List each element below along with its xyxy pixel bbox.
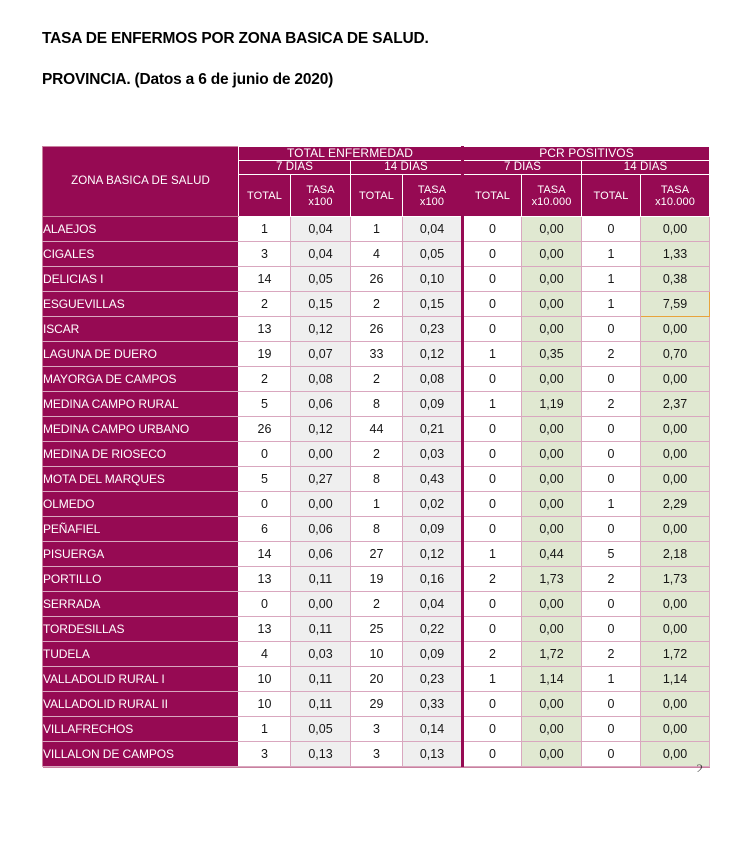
column-header-pcr14-tasa [641,175,710,217]
cell-pcr7-total: 0 [463,217,522,242]
cell-pcr14-tasa: 0,00 [641,467,710,492]
tasa-label-line1: TASA [660,183,690,196]
table-row [43,592,710,617]
cell-pcr14-total: 0 [582,417,641,442]
cell-enf14-tasa: 0,23 [403,667,463,692]
row-header-zona: OLMEDO [43,492,239,517]
cell-enf7-tasa: 0,12 [291,417,351,442]
cell-pcr7-tasa: 1,72 [522,642,582,667]
cell-pcr7-tasa: 0,00 [522,417,582,442]
cell-pcr14-total: 1 [582,242,641,267]
document-title-block [42,30,702,88]
cell-enf14-total: 2 [351,442,403,467]
tasa-label-line2: x100 [419,195,445,208]
cell-pcr14-total: 2 [582,392,641,417]
cell-enf7-total: 5 [239,467,291,492]
cell-enf7-total: 0 [239,442,291,467]
cell-enf7-tasa: 0,11 [291,567,351,592]
cell-enf14-tasa: 0,22 [403,617,463,642]
cell-enf7-tasa: 0,05 [291,267,351,292]
page-title: TASA DE ENFERMOS POR ZONA BASICA DE SALUD. [42,30,429,47]
cell-pcr14-total: 0 [582,217,641,242]
table-row [43,417,710,442]
cell-enf7-tasa: 0,03 [291,642,351,667]
cell-pcr7-total: 2 [463,567,522,592]
cell-pcr7-tasa: 1,73 [522,567,582,592]
cell-pcr14-total: 2 [582,567,641,592]
cell-pcr7-tasa: 0,00 [522,517,582,542]
header-row-groups [43,147,710,161]
cell-pcr14-tasa: 1,14 [641,667,710,692]
cell-enf14-tasa: 0,03 [403,442,463,467]
cell-pcr14-total: 2 [582,642,641,667]
row-header-zona: PORTILLO [43,567,239,592]
row-header-zona: TUDELA [43,642,239,667]
cell-pcr7-tasa: 0,00 [522,742,582,767]
tasa-label-line2: x100 [308,195,333,208]
cell-enf14-tasa: 0,09 [403,642,463,667]
cell-enf7-total: 13 [239,617,291,642]
cell-pcr14-tasa: 0,00 [641,367,710,392]
table-row [43,367,710,392]
table-bottom-frame [43,767,710,768]
cell-enf7-tasa: 0,07 [291,342,351,367]
cell-enf14-total: 20 [351,667,403,692]
cell-enf14-tasa: 0,16 [403,567,463,592]
cell-enf7-tasa: 0,06 [291,517,351,542]
table-row [43,517,710,542]
table-body [43,217,710,767]
cell-enf14-tasa: 0,14 [403,717,463,742]
table-head [43,147,710,217]
cell-pcr7-total: 1 [463,392,522,417]
cell-enf14-tasa: 0,21 [403,417,463,442]
cell-enf14-total: 10 [351,642,403,667]
cell-enf7-total: 13 [239,567,291,592]
table-row [43,567,710,592]
row-header-zona: MEDINA CAMPO RURAL [43,392,239,417]
cell-enf7-tasa: 0,06 [291,392,351,417]
row-header-zona: MOTA DEL MARQUES [43,467,239,492]
row-header-zona: VILLAFRECHOS [43,717,239,742]
cell-enf7-tasa: 0,12 [291,317,351,342]
cell-pcr7-tasa: 0,00 [522,592,582,617]
tasa-label-line2: x10.000 [655,195,695,208]
cell-enf7-tasa: 0,00 [291,592,351,617]
column-header-enf14-tasa [403,175,463,217]
cell-enf7-total: 14 [239,542,291,567]
cell-pcr7-tasa: 0,00 [522,617,582,642]
table-row [43,392,710,417]
cell-enf7-tasa: 0,04 [291,242,351,267]
table-row [43,667,710,692]
cell-enf7-total: 2 [239,367,291,392]
cell-pcr7-tasa: 0,00 [522,242,582,267]
table-row [43,242,710,267]
cell-pcr14-tasa: 0,00 [641,717,710,742]
cell-pcr7-total: 0 [463,592,522,617]
cell-enf7-tasa: 0,11 [291,617,351,642]
cell-pcr14-total: 1 [582,267,641,292]
period-header-enf-7-dias: 7 DIAS [239,161,351,175]
cell-enf7-tasa: 0,08 [291,367,351,392]
cell-enf14-tasa: 0,08 [403,367,463,392]
table-row [43,492,710,517]
cell-pcr14-total: 0 [582,617,641,642]
cell-enf14-total: 4 [351,242,403,267]
row-header-zona: VALLADOLID RURAL II [43,692,239,717]
cell-enf7-total: 3 [239,742,291,767]
cell-enf7-tasa: 0,13 [291,742,351,767]
frame-cell [239,767,710,768]
cell-enf7-total: 3 [239,242,291,267]
column-header-zona: ZONA BASICA DE SALUD [43,147,239,217]
cell-enf7-tasa: 0,00 [291,442,351,467]
cell-pcr7-total: 0 [463,367,522,392]
cell-pcr7-total: 0 [463,242,522,267]
cell-pcr7-tasa: 0,00 [522,317,582,342]
cell-enf14-tasa: 0,05 [403,242,463,267]
cell-pcr14-tasa: 0,00 [641,217,710,242]
table-row [43,317,710,342]
cell-enf14-tasa: 0,09 [403,517,463,542]
cell-enf14-total: 8 [351,392,403,417]
row-header-zona: VILLALON DE CAMPOS [43,742,239,767]
cell-pcr14-total: 5 [582,542,641,567]
cell-enf7-total: 26 [239,417,291,442]
cell-pcr14-total: 2 [582,342,641,367]
table-row [43,467,710,492]
cell-pcr14-tasa: 0,00 [641,742,710,767]
cell-enf14-tasa: 0,12 [403,542,463,567]
cell-enf7-tasa: 0,11 [291,692,351,717]
cell-pcr7-total: 1 [463,542,522,567]
cell-enf7-total: 2 [239,292,291,317]
column-header-enf7-tasa [291,175,351,217]
cell-pcr14-tasa: 0,00 [641,617,710,642]
cell-pcr7-total: 0 [463,467,522,492]
cell-enf7-tasa: 0,06 [291,542,351,567]
cell-enf7-total: 5 [239,392,291,417]
cell-enf14-tasa: 0,10 [403,267,463,292]
cell-pcr14-total: 1 [582,667,641,692]
table-foot [43,767,710,768]
cell-pcr14-total: 0 [582,467,641,492]
cell-pcr7-tasa: 0,00 [522,367,582,392]
cell-pcr7-tasa: 0,00 [522,217,582,242]
cell-enf14-tasa: 0,13 [403,742,463,767]
cell-pcr14-tasa: 0,38 [641,267,710,292]
column-header-enf7-total: TOTAL [239,175,291,217]
row-header-zona: ALAEJOS [43,217,239,242]
period-header-pcr-14-dias: 14 DIAS [582,161,710,175]
cell-enf7-total: 0 [239,492,291,517]
cell-enf14-tasa: 0,04 [403,217,463,242]
cell-pcr14-tasa: 0,00 [641,417,710,442]
cell-pcr14-tasa: 0,00 [641,592,710,617]
cell-enf14-total: 26 [351,267,403,292]
cell-pcr14-total: 0 [582,517,641,542]
row-header-zona: SERRADA [43,592,239,617]
cell-enf7-total: 14 [239,267,291,292]
cell-pcr14-tasa: 0,70 [641,342,710,367]
cell-pcr7-total: 0 [463,692,522,717]
cell-enf14-tasa: 0,33 [403,692,463,717]
cell-enf14-total: 26 [351,317,403,342]
cell-pcr7-total: 0 [463,742,522,767]
table-row [43,217,710,242]
cell-enf14-tasa: 0,23 [403,317,463,342]
cell-enf7-total: 0 [239,592,291,617]
cell-enf14-total: 8 [351,467,403,492]
row-header-zona: VALLADOLID RURAL I [43,667,239,692]
table-row [43,292,710,317]
cell-pcr14-total: 1 [582,292,641,317]
cell-pcr7-tasa: 0,00 [522,692,582,717]
cell-enf14-total: 1 [351,492,403,517]
cell-pcr7-total: 0 [463,492,522,517]
cell-pcr7-tasa: 0,00 [522,267,582,292]
cell-pcr7-total: 0 [463,317,522,342]
group-header-pcr-positivos: PCR POSITIVOS [463,147,710,161]
cell-pcr14-total: 1 [582,492,641,517]
tasa-label-line1: TASA [537,183,566,196]
cell-enf7-total: 4 [239,642,291,667]
cell-pcr7-tasa: 0,00 [522,292,582,317]
cell-pcr7-tasa: 0,00 [522,717,582,742]
cell-pcr7-total: 0 [463,617,522,642]
cell-pcr7-tasa: 1,14 [522,667,582,692]
page-subtitle: PROVINCIA. (Datos a 6 de junio de 2020) [42,71,334,89]
table-row [43,742,710,767]
row-header-zona: ISCAR [43,317,239,342]
cell-enf14-total: 3 [351,742,403,767]
tasa-label-line1: TASA [306,183,335,196]
cell-enf7-total: 19 [239,342,291,367]
period-header-pcr-7-dias: 7 DIAS [463,161,582,175]
cell-enf14-total: 19 [351,567,403,592]
tasa-label-line2: x10.000 [531,195,572,208]
row-header-zona: CIGALES [43,242,239,267]
cell-enf7-tasa: 0,04 [291,217,351,242]
cell-pcr14-total: 0 [582,692,641,717]
cell-enf7-tasa: 0,00 [291,492,351,517]
group-header-total-enfermedad: TOTAL ENFERMEDAD [239,147,463,161]
cell-pcr14-tasa: 2,37 [641,392,710,417]
cell-enf14-tasa: 0,43 [403,467,463,492]
cell-enf7-total: 1 [239,217,291,242]
cell-pcr7-total: 0 [463,717,522,742]
table-row [43,542,710,567]
cell-pcr14-tasa: 2,18 [641,542,710,567]
cell-pcr14-total: 0 [582,442,641,467]
row-header-zona: LAGUNA DE DUERO [43,342,239,367]
cell-pcr7-tasa: 0,00 [522,492,582,517]
cell-pcr14-tasa: 0,00 [641,692,710,717]
cell-pcr14-tasa: 1,72 [641,642,710,667]
table-row [43,642,710,667]
cell-pcr14-tasa: 0,00 [641,442,710,467]
table-row [43,617,710,642]
cell-enf7-tasa: 0,05 [291,717,351,742]
cell-enf14-total: 3 [351,717,403,742]
rate-table-container [42,146,709,773]
cell-enf14-total: 29 [351,692,403,717]
table-row [43,442,710,467]
cell-pcr7-tasa: 0,44 [522,542,582,567]
cell-enf14-tasa: 0,02 [403,492,463,517]
frame-cell [43,767,239,768]
cell-enf14-total: 2 [351,592,403,617]
cell-enf7-total: 10 [239,667,291,692]
period-header-enf-14-dias: 14 DIAS [351,161,463,175]
cell-pcr7-total: 0 [463,292,522,317]
cell-enf7-total: 10 [239,692,291,717]
table-row [43,342,710,367]
cell-pcr14-total: 0 [582,367,641,392]
cell-enf7-total: 6 [239,517,291,542]
column-header-pcr14-total: TOTAL [582,175,641,217]
table-row [43,692,710,717]
row-header-zona: MEDINA DE RIOSECO [43,442,239,467]
row-header-zona: ESGUEVILLAS [43,292,239,317]
cell-pcr14-tasa: 1,73 [641,567,710,592]
cell-pcr7-total: 0 [463,267,522,292]
cell-enf7-total: 13 [239,317,291,342]
cell-pcr7-tasa: 0,00 [522,442,582,467]
cell-enf14-total: 27 [351,542,403,567]
cell-pcr14-total: 0 [582,592,641,617]
row-header-zona: PEÑAFIEL [43,517,239,542]
cell-enf14-total: 44 [351,417,403,442]
cell-pcr7-total: 0 [463,442,522,467]
row-header-zona: DELICIAS I [43,267,239,292]
cell-pcr14-tasa: 1,33 [641,242,710,267]
cell-pcr14-tasa: 0,00 [641,517,710,542]
cell-pcr14-tasa: 7,59 [641,292,710,317]
cell-pcr14-total: 0 [582,317,641,342]
column-header-pcr7-tasa [522,175,582,217]
cell-enf7-tasa: 0,15 [291,292,351,317]
row-header-zona: TORDESILLAS [43,617,239,642]
rate-table [42,146,710,768]
page-number: 2 [696,762,703,773]
cell-enf14-total: 1 [351,217,403,242]
cell-pcr14-tasa: 0,00 [641,317,710,342]
cell-enf7-tasa: 0,11 [291,667,351,692]
table-row [43,267,710,292]
cell-pcr7-total: 1 [463,342,522,367]
cell-enf14-tasa: 0,12 [403,342,463,367]
column-header-pcr7-total: TOTAL [463,175,522,217]
cell-pcr7-tasa: 1,19 [522,392,582,417]
tasa-label-line1: TASA [417,183,447,196]
cell-enf14-total: 2 [351,367,403,392]
cell-enf14-total: 25 [351,617,403,642]
row-header-zona: MAYORGA DE CAMPOS [43,367,239,392]
cell-enf14-tasa: 0,04 [403,592,463,617]
cell-enf7-tasa: 0,27 [291,467,351,492]
cell-pcr14-total: 0 [582,717,641,742]
cell-enf7-total: 1 [239,717,291,742]
cell-enf14-total: 33 [351,342,403,367]
cell-enf14-tasa: 0,15 [403,292,463,317]
cell-enf14-total: 2 [351,292,403,317]
cell-pcr7-total: 0 [463,417,522,442]
cell-pcr14-total: 0 [582,742,641,767]
table-row [43,717,710,742]
cell-enf14-tasa: 0,09 [403,392,463,417]
column-header-enf14-total: TOTAL [351,175,403,217]
cell-pcr7-tasa: 0,35 [522,342,582,367]
cell-enf14-total: 8 [351,517,403,542]
cell-pcr14-tasa: 2,29 [641,492,710,517]
cell-pcr7-tasa: 0,00 [522,467,582,492]
row-header-zona: MEDINA CAMPO URBANO [43,417,239,442]
cell-pcr7-total: 2 [463,642,522,667]
cell-pcr7-total: 0 [463,517,522,542]
row-header-zona: PISUERGA [43,542,239,567]
cell-pcr7-total: 1 [463,667,522,692]
